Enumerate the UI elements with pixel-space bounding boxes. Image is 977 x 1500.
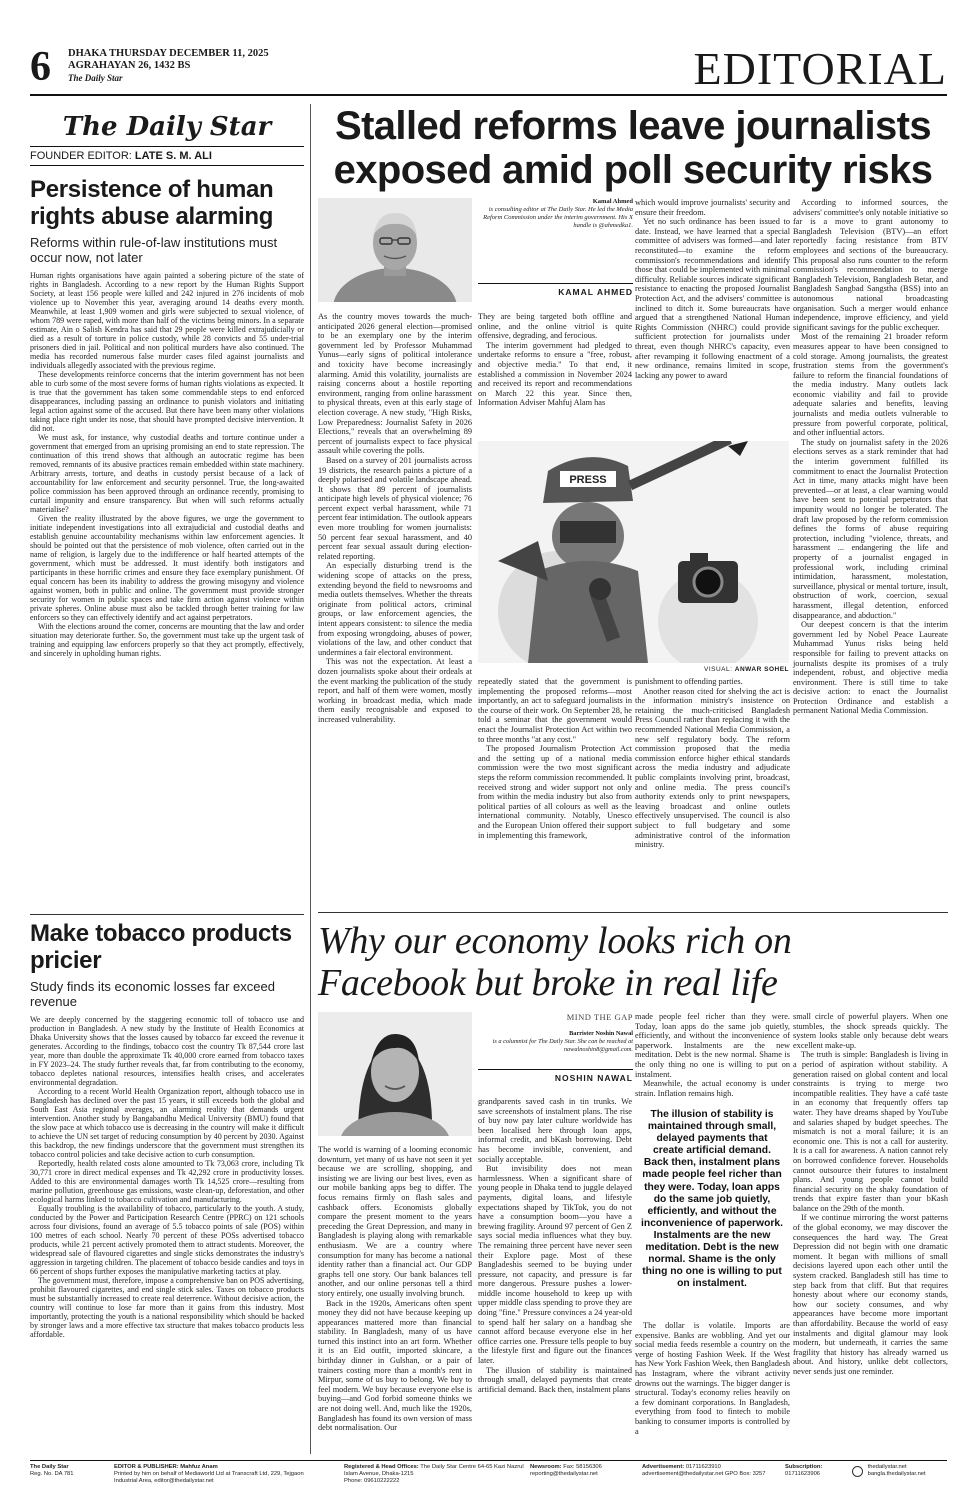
paragraph: Another reason cited for shelving the act is the information ministry's insistence on retaining the much-criticised Bangladesh Press Council rather than replacing it with the recommended National Media Commission, a new self regulatory body. The reform commission proposed that the media commission enforce higher ethical standards across the media industry and adjudicate public complaints involving print, broadcast, and online media. The press council's authority extends only to print newspapers, leaving broadcast and online outlets effectively unsupervised. The council is also subject to full budgetary and some administrative control of the information ministry. bbox=[635, 686, 790, 850]
article-1-column-2-bottom bbox=[478, 677, 632, 840]
footer-editor-label: EDITOR & PUBLISHER: bbox=[114, 1464, 179, 1470]
footer-office bbox=[344, 1464, 524, 1485]
footer-sub-label: Subscription: bbox=[785, 1464, 823, 1470]
visual-artist: ANWAR SOHEL bbox=[734, 666, 789, 673]
editorial-2-body bbox=[30, 1015, 304, 1339]
footer-editor bbox=[114, 1464, 324, 1485]
press-journalist-illustration-icon bbox=[478, 441, 789, 663]
column-name: MIND THE GAP bbox=[566, 1012, 633, 1022]
paragraph: which would improve journalists' security and ensure their freedom. bbox=[635, 198, 790, 217]
footer-ad-label: Advertisement: bbox=[642, 1464, 685, 1470]
author-name-2: NOSHIN NAWAL bbox=[478, 1069, 633, 1083]
paragraph: The study on journalist safety in the 2026 elections serves as a stark reminder that had the interim government fulfilled its commitment to enact the Journalist Protection Act in time, many attacks might have been prevented—or at least, a clear warning would have been sent to potential perpetrators that impunity would no longer be tolerated. The draft law proposed by the reform commission defines the forms of abuse requiring protection, including "violence, threats, and harassment ... endangering the life and property of a journalist engaged in professional work, including criminal intimidation, harassment, molestation, surveillance, physical or mental torture, insult, obstruction of work, coercion, sexual harassment, illegal detention, enforced disappearance, and abduction." bbox=[793, 437, 948, 620]
paragraph: Back in the 1920s, Americans often spent money they did not have because keeping up appearances mattered more than financial stability. In Bangladesh, many of us have turned this instinct into an art form. Whether it is an Eid outfit, imported skincare, a birthday dinner in Gulshan, or a pair of trainers costing more than a month's rent in Mirpur, some of us buy to belong. We buy to feel modern. We buy because everyone else is buying—and God forbid someone thinks we are not doing well. And, much like the 1920s, Bangladesh has found its own version of mass debt normalisation. Our bbox=[318, 1298, 472, 1433]
footer-printed: Printed by him on behalf of Mediaworld Ltd at Transcraft Ltd, 229, Tejgaon Industrial Area, editor@thedailystar.net bbox=[114, 1471, 304, 1484]
editorial-1-body bbox=[30, 271, 304, 658]
editorials-column bbox=[30, 106, 304, 658]
author-bio bbox=[478, 198, 633, 230]
paragraph: The proposed Journalism Protection Act and the setting up of a national media commission were the two most significant steps the reform commission recommended. It received strong and wider support not only from within the media industry but also from political parties of all colours as well as the international community. Notably, Unesco and the European Union offered their support in implementing this framework, bbox=[478, 744, 632, 840]
author-photo-2 bbox=[318, 1012, 472, 1136]
article-1-column-3-bottom bbox=[635, 677, 790, 850]
article-1-headline: Stalled reforms leave journalists exposed amid poll security risks bbox=[333, 104, 933, 192]
footer-newsroom-contact: Fax: 58156306 reporting@thedailystar.net bbox=[530, 1464, 602, 1477]
dateline bbox=[68, 48, 269, 84]
footer-paper bbox=[30, 1464, 100, 1478]
paragraph: Meanwhile, the actual economy is under strain. Inflation remains high. bbox=[635, 1079, 790, 1098]
svg-text:PRESS: PRESS bbox=[569, 474, 607, 486]
paragraph: According to informed sources, the advisers' committee's only notable initiative so far is a move to grant autonomy to Bangladesh Television (BTV)—an effort reportedly facing resistance from BTV employees and sections of the bureaucracy. This proposal also runs counter to the reform commission's recommendation to merge Bangladesh Television, Bangladesh Betar, and Bangladesh Sangbad Sangstha (BSS) into an autonomous national broadcasting organisation. Such a merger would enhance independence, improve efficiency, and yield significant savings for the public exchequer. bbox=[793, 198, 948, 332]
pull-quote: The illusion of stability is maintained through small, delayed payments that create artificial demand. Back then, instalment plans made people feel richer than they were. Today, loan apps do the same job quietly, efficiently, and without the inconvenience of paperwork. Instalments are the new meditation. Debt is the new normal. Shame is the only thing no one is willing to put on instalment. bbox=[641, 1109, 783, 1290]
paragraph: The illusion of stability is maintained through small, delayed payments that create artificial demand. Back then, instalment plans bbox=[478, 1365, 632, 1394]
paragraph: We are deeply concerned by the staggering economic toll of tobacco use and production in Bangladesh. A new study by the Institute of Health Economics at Dhaka University shows that the losses caused by tobacco far exceed the revenue it generates. According to the findings, tobacco cost the country Tk 87,544 crore last year, more than double the approximate Tk 40,000 crore earned from tobacco taxes in FY 2023–24. The study further reveals that, far from contributing to the economy, tobacco depletes national resources, intensifies health crises, and accelerates environmental degradation. bbox=[30, 1015, 304, 1087]
paragraph: But invisibility does not mean harmlessness. When a significant share of young people in Dhaka tend to juggle delayed payments, digital loans, and lifestyle expectations shaped by TikTok, you do not have a consumption boom—you have a brewing fragility. Around 97 percent of Gen Z says social media influences what they buy. The remaining three percent have never seen their Explore page. Most of these Bangladeshis seemed to be buying under pressure, not capacity, and pressure is far more dangerous. Pressure pushes a lower-middle income household to keep up with upper middle class spending to prove they are doing "fine." Pressure convinces a 24 year-old to spend half her salary on a handbag she cannot afford because everyone else in her office carries one. Pressure tells people to buy the lifestyle first and figure out the finances later. bbox=[478, 1164, 632, 1366]
author-photo bbox=[318, 198, 472, 302]
globe-icon bbox=[852, 1466, 863, 1477]
paragraph: Yet no such ordinance has been issued to date. Instead, we have learned that a special committee of advisers was formed—and later reconstituted—to examine the reform commission's recommendations and identify those that could be implemented with minimal difficulty. Reliable sources indicate significant resistance to enacting the proposed Journalist Protection Act, and the advisers' committee is inclined to ditch it. Some bureaucrats have argued that a strengthened National Human Rights Commission (NHRC) could provide sufficient protection for journalists under threat, even though NHRC's capacity, even after revamping it following enactment of a new ordinance, remains limited in scope, lacking any power to award bbox=[635, 217, 790, 380]
paragraph: This was not the expectation. At least a dozen journalists spoke about their ordeals at the event marking the publication of the study report, and half of them were women, mostly working in broadcast media, which made them easily recognisable and exposed to increased vulnerability. bbox=[318, 657, 472, 724]
article-1-column-3-top bbox=[635, 198, 790, 380]
editorial-divider bbox=[30, 914, 304, 915]
footer-ad-contact: 01711623910 advertisement@thedailystar.net GPO Box: 3257 bbox=[642, 1464, 766, 1477]
column-divider bbox=[310, 104, 311, 1454]
footer-website[interactable]: thedailystar.net bbox=[867, 1464, 907, 1470]
section-title: EDITORIAL bbox=[693, 43, 947, 94]
paragraph: An especially disturbing trend is the widening scope of attacks on the press, extending beyond the field to newsrooms and media outlets themselves. Whether the threats originate from political actors, criminal groups, or law enforcement agencies, the intent appears consistent: to silence the media from exposing wrongdoing, abuses of power, violations of the law, and other conduct that undermines a fair electoral environment. bbox=[318, 561, 472, 657]
paragraph: The truth is simple: Bangladesh is living in a period of aspiration without stability. A generation raised on global content and local constraints is trying to merge two incompatible realities. They have a café taste in an economy that frequently offers tap water. They have dreams shaped by YouTube and salaries shaped by budget speeches. The mismatch is not a moral failure; it is an economic one. This is not a call for austerity. It is a call for awareness. A nation cannot rely on borrowed confidence forever. Households cannot outsource their futures to instalment plans. And young people cannot build financial security on the shaky foundation of trends that expire faster than your bKash balance on the 29th of the month. bbox=[793, 1050, 948, 1213]
editorial-2 bbox=[30, 918, 304, 1339]
paragraph: repeatedly stated that the government is implementing the proposed reforms—most importantly, an act to safeguard journalists in the course of their work. On September 28, he told a seminar that the government would enact the Journalist Protection Act within two to three months "at any cost." bbox=[478, 677, 632, 744]
article-2-column-4 bbox=[793, 1012, 948, 1377]
paragraph: We must ask, for instance, why custodial deaths and torture continue under a government that emerged from an uprising promising an end to state repression. The continuation of this trend shows that although an autocratic regime has been removed, remnants of its abusive practices remain embedded within state machinery. Arbitrary arrests, torture, and deaths in custody persist because of a lack of accountability for law enforcement and security personnel. True, the long-awaited police commission has been approved through an ordinance recently, promising to curtail impunity and ensure transparency. But when will such reforms actually materialise? bbox=[30, 433, 304, 514]
article-1-column-1 bbox=[318, 312, 472, 725]
footer-reg: Reg. No. DA 781 bbox=[30, 1471, 74, 1477]
paragraph: The world is warning of a looming economic downturn, yet many of us have not seen it yet because we are scrolling, shopping, and insisting we are living our best lives, even as our mobile banking apps beg to differ. The focus remains firmly on flash sales and cashback offers. Economists globally compare the present moment to the years preceding the Great Depression, and many in Bangladesh is playing along with remarkable enthusiasm. We are a country where consumption for many has become a national identity rather than a financial act. Our GDP graphs tell one story. Our bank balances tell another, and our online personas tell a third story entirely, one usually involving brunch. bbox=[318, 1145, 472, 1298]
footer-paper-name: The Daily Star bbox=[30, 1464, 69, 1470]
article-1-column-2-top bbox=[478, 312, 632, 408]
paragraph: made people feel richer than they were. Today, loan apps do the same job quietly, efficiently, and without the inconvenience of paperwork. Instalments are the new meditation. Debt is the new normal. Shame is the only thing no one is willing to put on instalment. bbox=[635, 1012, 790, 1079]
author-bio-name: Kamal Ahmed bbox=[592, 198, 633, 205]
founder-line bbox=[30, 146, 304, 166]
paragraph: According to a recent World Health Organization report, although tobacco use in Bangladesh has declined over the past 15 years, it still exceeds both the global and South East Asia regional averages, an alarming reality that demands urgent intervention. Another study by Bangabandhu Medical University (BMU) found that the slow pace at which tobacco use is decreasing in the country will make it difficult to achieve the UN set target of reducing consumption by 40 percent by 2030. Against this backdrop, the new findings underscore that the government must strengthen its tobacco control policies and take decisive action to curb consumption. bbox=[30, 1087, 304, 1159]
article-2-column-2 bbox=[478, 1097, 632, 1394]
bangla-date: AGRAHAYAN 26, 1432 BS bbox=[68, 60, 191, 71]
footer-sub-number: 01711623906 bbox=[785, 1471, 821, 1477]
paragraph: They are being targeted both offline and online, and the online vitriol is quite offensive, degrading, and ferocious. bbox=[478, 312, 632, 341]
author-portrait-icon bbox=[318, 1012, 472, 1136]
paragraph: The dollar is volatile. Imports are expensive. Banks are wobbling. And yet our social media feeds resemble a country on the verge of hosting Fashion Week. If the West has New York Fashion Week, then Bangladesh has Instagram, where the vibrant activity drowns out the warnings. The bigger danger is structural. Today's economy relies heavily on a few dominant corporations. In Bangladesh, everything from food to fintech to mobile banking to consumer imports is controlled by a bbox=[635, 1321, 790, 1436]
article-divider bbox=[318, 912, 948, 913]
footer-office-address: The Daily Star Centre 64-65 Kazi Nazrul Islam Avenue, Dhaka-1215 bbox=[344, 1464, 524, 1477]
article-1-column-4 bbox=[793, 198, 948, 716]
visual-credit bbox=[478, 666, 789, 673]
editorial-2-subhead: Study finds its economic losses far exceed revenue bbox=[30, 979, 275, 1009]
footer-phone: Phone: 09610222222 bbox=[344, 1478, 400, 1484]
paragraph: grandparents saved cash in tin trunks. We save screenshots of instalment plans. The rise of buy now pay later culture worldwide has been localised here through loan apps, informal credit, and bKash borrowing. Debt has become invisible, convenient, and socially acceptable. bbox=[478, 1097, 632, 1164]
paragraph: Our deepest concern is that the interim government led by Nobel Peace Laureate Muhammad Yunus risks being held responsible for failing to prevent attacks on journalists despite its promises of a truly independent, robust, and objective media environment. There is still time to take decisive action: to enact the Journalist Protection Ordinance and establish a permanent National Media Commission. bbox=[793, 620, 948, 716]
date: DHAKA THURSDAY DECEMBER 11, 2025 bbox=[68, 48, 269, 59]
author-bio-text: is a columnist for The Daily Star. She can be reached at nawalnoshin8@gmail.com. bbox=[492, 1037, 633, 1053]
paragraph: Most of the remaining 21 broader reform measures appear to have been consigned to cold storage. Among journalists, the greatest frustration stems from the government's failure to reform the financial foundations of the media industry. Many outlets lack economic viability and fail to provide adequate salaries and benefits, leaving journalists and media outlets vulnerable to pressure from powerful corporate, political, and other influential actors. bbox=[793, 332, 948, 438]
press-illustration bbox=[478, 441, 789, 663]
masthead bbox=[30, 44, 947, 96]
paragraph: small circle of powerful players. When one stumbles, the shock spreads quickly. The system looks stable only because debt wears excellent make-up. bbox=[793, 1012, 948, 1050]
paragraph: The government must, therefore, impose a comprehensive ban on POS advertising, prohibit flavoured cigarettes, and end single stick sales. Taxes on tobacco products must be substantially increased to create real deterrence. Without decisive action, the country will continue to lose far more than it gains from this industry. Most importantly, protecting the youth is a national responsibility which should be backed by stronger laws and a more effective tax structure that makes tobacco products less affordable. bbox=[30, 1276, 304, 1339]
footer-advertisement bbox=[642, 1464, 772, 1478]
author-portrait-icon bbox=[318, 198, 472, 302]
paragraph: Equally troubling is the availability of tobacco, particularly to the youth. A study, conducted by the Power and Participation Research Centre (PPRC) on 121 schools across four divisions, found an average of 5.5 tobacco points of sale (POS) within 100 metres of each school. Nearly 70 percent of these POSs advertised tobacco products, while 21 percent actively promoted them to attract students. Moreover, the widespread sale of flavoured cigarettes and single sticks demonstrates the industry's aggression in targeting children. The placement of tobacco beside candies and toys in 66 percent of shops further exposes the manipulative marketing tactics at play. bbox=[30, 1204, 304, 1276]
footer-office-label: Registered & Head Offices: bbox=[344, 1464, 419, 1470]
footer-web bbox=[852, 1464, 947, 1478]
editorial-1-headline: Persistence of human rights abuse alarming bbox=[30, 176, 274, 230]
paragraph: With the elections around the corner, concerns are mounting that the law and order situation may deteriorate further. So, the government must take up the urgent task of training and equipping law enforcers properly so that they act promptly, effectively, and sincerely in upholding human rights. bbox=[30, 622, 304, 658]
editorial-1-subhead: Reforms within rule-of-law institutions must occur now, not later bbox=[30, 235, 278, 265]
footer-newsroom-label: Newsroom: bbox=[530, 1464, 562, 1470]
footer-newsroom bbox=[530, 1464, 630, 1478]
article-2-column-3-bottom bbox=[635, 1321, 790, 1436]
author-bio-name: Barrister Noshin Nawal bbox=[569, 1030, 633, 1037]
footer-editor-name: Mahfuz Anam bbox=[180, 1464, 218, 1470]
article-2-column-1 bbox=[318, 1145, 472, 1433]
page-number: 6 bbox=[30, 44, 51, 90]
founder-name: LATE S. M. ALI bbox=[134, 150, 212, 162]
visual-label: VISUAL: bbox=[704, 666, 733, 673]
newspaper-logo: The Daily Star bbox=[62, 112, 272, 142]
paper-name: The Daily Star bbox=[68, 73, 123, 83]
author-name: KAMAL AHMED bbox=[478, 283, 633, 297]
paragraph: The interim government had pledged to undertake reforms to ensure a "free, robust, and objective media." To that end, it established a commission in November 2024 and received its report and recommendations on March 22 this year. Since then, Information Adviser Mahfuj Alam has bbox=[478, 340, 632, 408]
paragraph: Given the reality illustrated by the above figures, we urge the government to initiate independent investigations into all extrajudicial and custodial deaths and establish genuine accountability mechanisms within law enforcement agencies. It should be pointed out that the persistence of mob violence, often carried out in the name of religion, is largely due to the indifference or half hearted attempts of the government, which must be addressed. It must identify both instigators and participants in these horrific crimes and ensure they face exemplary punishment. Of equal concern has been its inability to address the growing misogyny and violence against women, both in public and online. The government must provide stronger security for women in public spaces and take firm action against violence within private spheres. Online abuse must also be tackled through better training for law enforcers so they can effectively identify and act against perpetrators. bbox=[30, 514, 304, 622]
paragraph: Reportedly, health related costs alone amounted to Tk 73,063 crore, including Tk 30,771 crore in direct medical expenses and Tk 42,292 crore in productivity losses. Added to this are environmental damages worth Tk 14,525 crore—resulting from marine pollution, greenhouse gas emissions, waste clean-up, deforestation, and other ecological harms linked to tobacco cultivation and manufacturing. bbox=[30, 1159, 304, 1204]
editorial-2-headline: Make tobacco products pricier bbox=[30, 920, 292, 974]
paragraph: These developments reinforce concerns that the interim government has not been able to curb some of the most severe forms of human rights violations as expected. It is true that the government has taken some commendable steps to end enforced disappearances, including passing an ordinance to punish violators and initiating legal action against some of the accused. But there have been many other violations taking place right under its nose, that should have prompted decisive intervention. It did not. bbox=[30, 370, 304, 433]
footer-website-bangla[interactable]: bangla.thedailystar.net bbox=[867, 1471, 926, 1477]
paragraph: punishment to offending parties. bbox=[635, 677, 743, 686]
paragraph: If we continue mirroring the worst patterns of the global economy, we may discover the consequences the hard way. The Great Depression did not begin with one dramatic moment. It began with millions of small decisions layered upon each other until the system cracked. Bangladesh still has time to step back from that cliff. But that requires honesty about where our economy stands, how our society consumes, and why appearances have become more important than affordability. Because the world of easy instalments and digital glamour may look modern, but underneath, it carries the same fragility that history has already warned us about. And history, unlike debt collectors, never sends just one reminder. bbox=[793, 1213, 948, 1376]
paragraph: Human rights organisations have again painted a sobering picture of the state of rights in Bangladesh. According to a new report by the Human Rights Support Society, at least 156 people were killed and 242 injured in 276 incidents of mob violence up to November this year, averaging around 14 deaths every month. Meanwhile, at least 1,909 women and girls were subjected to sexual violence, of whom 789 were raped, with more than half of the victims being minors. In a separate estimate, Ain o Salish Kendra has said that 29 people were killed extrajudicially or died as a result of torture in police custody, while 28 convicts and 55 under-trial prisoners died in jail. Political and non political murders have also continued. The media has recorded numerous false murder cases filed against journalists and individuals allegedly associated with the previous regime. bbox=[30, 271, 304, 370]
footer-subscription bbox=[785, 1464, 855, 1478]
footer bbox=[30, 1460, 947, 1492]
founder-label: FOUNDER EDITOR: bbox=[30, 150, 132, 162]
article-2-headline: Why our economy looks rich on Facebook but broke in real life bbox=[318, 920, 792, 1004]
author-bio-2 bbox=[478, 1030, 633, 1053]
paragraph: Based on a survey of 201 journalists across 19 districts, the research paints a picture of a deeply polarised and volatile landscape ahead. It shows that 89 percent of journalists anticipate high levels of physical violence; 76 percent expect verbal harassment, while 71 percent fear intimidation. The outlook appears even more troubling for women journalists: 50 percent fear sexual harassment, and 40 percent fear sexual assault during election-related reporting. bbox=[318, 455, 472, 561]
paragraph: As the country moves towards the much-anticipated 2026 general election—promised to be an exemplary one by the interim government led by Professor Muhammad Yunus—early signs of political intolerance and toxicity have become increasingly alarming. Amid this volatility, journalists are raising concerns about a hostile reporting environment, ranging from online harassment to physical threats, even at this early stage of election coverage. A new study, "High Risks, Low Preparedness: Journalist Safety in 2026 Elections," reveals that an overwhelming 89 percent of journalists expect to face physical assault while covering the polls. bbox=[318, 312, 472, 456]
article-2-column-3-top bbox=[635, 1012, 790, 1098]
author-bio-text: is consulting editor at The Daily Star. He led the Media Reform Commission under the interim government. His X handle is @ahmedka1. bbox=[483, 206, 633, 229]
